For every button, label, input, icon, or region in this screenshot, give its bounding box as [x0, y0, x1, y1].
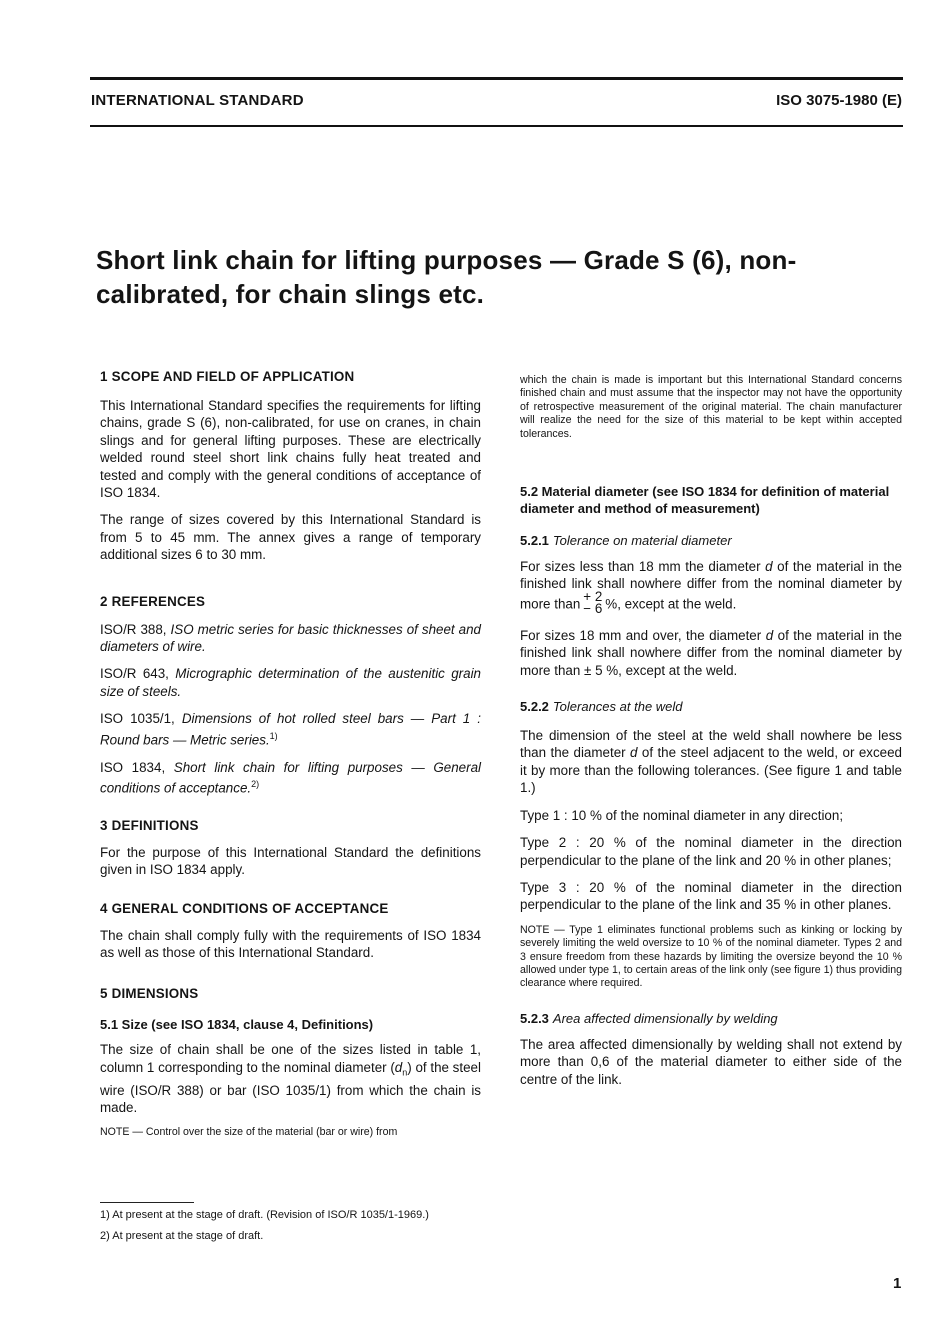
section-1-paragraph-1: This International Standard specifies the requirements for lifting chains, grade S (6), non-calibrated, for use on cranes, in chain slings and for general lifting purposes. These are electrically welded round steel short link chains fully heat treated and tested and comply with the general conditions of acceptance of ISO 1834.: [100, 398, 481, 501]
reference-item: ISO/R 388, ISO metric series for basic thicknesses of sheet and diameters of wire.: [100, 621, 481, 655]
reference-item: ISO 1035/1, Dimensions of hot rolled steel bars — Part 1 : Round bars — Metric series.$^{1)}$: [100, 711, 482, 748]
section-3-heading: 3 DEFINITIONS: [100, 817, 199, 833]
tolerance-fraction: + 2 − 6: [583, 588, 603, 616]
section-3-paragraph: For the purpose of this International Standard the definitions given in ISO 1834 apply.: [100, 844, 481, 878]
header-document-type: INTERNATIONAL STANDARD: [91, 92, 304, 109]
section-1-heading: 1 SCOPE AND FIELD OF APPLICATION: [100, 369, 355, 384]
header-bottom-rule: [90, 125, 903, 127]
section-5-2-2-paragraph: The dimension of the steel at the weld shall nowhere be less than the diameter d of the steel adjacent to the weld, or exceed it by more than the following tolerances. (See figure 1 and table 1.): [520, 728, 902, 796]
footnote-2: 2) At present at the stage of draft.: [100, 1230, 264, 1242]
footnote-1: 1) At present at the stage of draft. (Revision of ISO/R 1035/1-1969.): [100, 1209, 429, 1221]
section-1-paragraph-2: The range of sizes covered by this International Standard is from 5 to 45 mm. The annex gives a range of temporary additional sizes 6 to 30 mm.: [100, 512, 481, 563]
section-5-2-2-heading: 5.2.2 Tolerances at the weld: [520, 699, 683, 715]
section-5-1-paragraph: The size of chain shall be one of the sizes listed in table 1, column 1 corresponding to the nominal diameter $(d_n)$ of the steel wire (ISO/R 388) or bar (ISO 1035/1) from which the chain is made.: [100, 1042, 481, 1116]
header-top-rule: [90, 77, 903, 80]
footnote-ref-2: 2): [251, 778, 260, 789]
section-5-2-3-paragraph: The area affected dimensionally by welding shall not extend by more than 0,6 of the material diameter to either side of the centre of the link.: [520, 1036, 902, 1087]
section-5-1-note-start: NOTE — Control over the size of the material (bar or wire) from: [100, 1125, 398, 1138]
section-2-heading: 2 REFERENCES: [100, 593, 206, 609]
section-5-2-1-heading: 5.2.1 Tolerance on material diameter: [520, 533, 732, 549]
section-5-2-3-heading: 5.2.3 Area affected dimensionally by welding: [520, 1010, 778, 1026]
right-column: [520, 374, 902, 1088]
weld-type-1: Type 1 : 10 % of the nominal diameter in any direction;: [520, 807, 844, 823]
weld-type-3: Type 3 : 20 % of the nominal diameter in the direction perpendicular to the plane of the link and 35 % in other planes.: [520, 879, 902, 913]
section-5-1-heading: 5.1 Size (see ISO 1834, clause 4, Definitions): [100, 1017, 374, 1033]
section-5-2-2-note: NOTE — Type 1 eliminates functional problems such as kinking or locking by severely limiting the weld oversize to 10 % of the nominal diameter. Types 2 and 3 ensure freedom from these hazards by limiting the oversize beyond the 10 % allowed under type 1, to certain areas of the link only (see figure 1) thus providing clearance where required.: [520, 923, 902, 990]
section-5-heading: 5 DIMENSIONS: [100, 986, 199, 1002]
section-4-paragraph: The chain shall comply fully with the requirements of ISO 1834 as well as those of this International Standard.: [100, 927, 481, 961]
left-column: [100, 369, 481, 1139]
section-5-1-note-continued: which the chain is made is important but this International Standard concerns finished chain and must assume that the inspector may not have the opportunity of retrospective measurement of the original material. The chain manufacturer will realize the need for the size of this material to be kept within accepted tolerances.: [520, 374, 902, 440]
header-standard-number: ISO 3075-1980 (E): [776, 92, 902, 109]
reference-item: ISO/R 643, Micrographic determination of the austenitic grain size of steels.: [100, 666, 482, 699]
footnote-ref-1: 1): [269, 730, 278, 741]
section-5-2-1-paragraph-1: For sizes less than 18 mm the diameter d of the material in the finished link shall nowhere differ from the nominal diameter by more than + 2 − 6 %, except at the weld.: [520, 559, 902, 616]
section-5-2-heading: 5.2 Material diameter (see ISO 1834 for definition of material diameter and method of measurement): [520, 484, 890, 517]
reference-item: ISO 1834, Short link chain for lifting purposes — General conditions of acceptance.$^{2)}$: [100, 759, 481, 796]
section-4-heading: 4 GENERAL CONDITIONS OF ACCEPTANCE: [100, 900, 389, 916]
section-5-2-1-paragraph-2: For sizes 18 mm and over, the diameter d of the material in the finished link shall nowhere differ from the nominal diameter by more than ± 5 %, except at the weld.: [520, 627, 902, 678]
weld-type-2: Type 2 : 20 % of the nominal diameter in the direction perpendicular to the plane of the link and 20 % in other planes;: [520, 835, 902, 868]
footnote-rule: [100, 1202, 194, 1203]
document-title: Short link chain for lifting purposes — Grade S (6), non-calibrated, for chain slings etc.: [96, 245, 797, 309]
page-number: 1: [893, 1275, 902, 1292]
